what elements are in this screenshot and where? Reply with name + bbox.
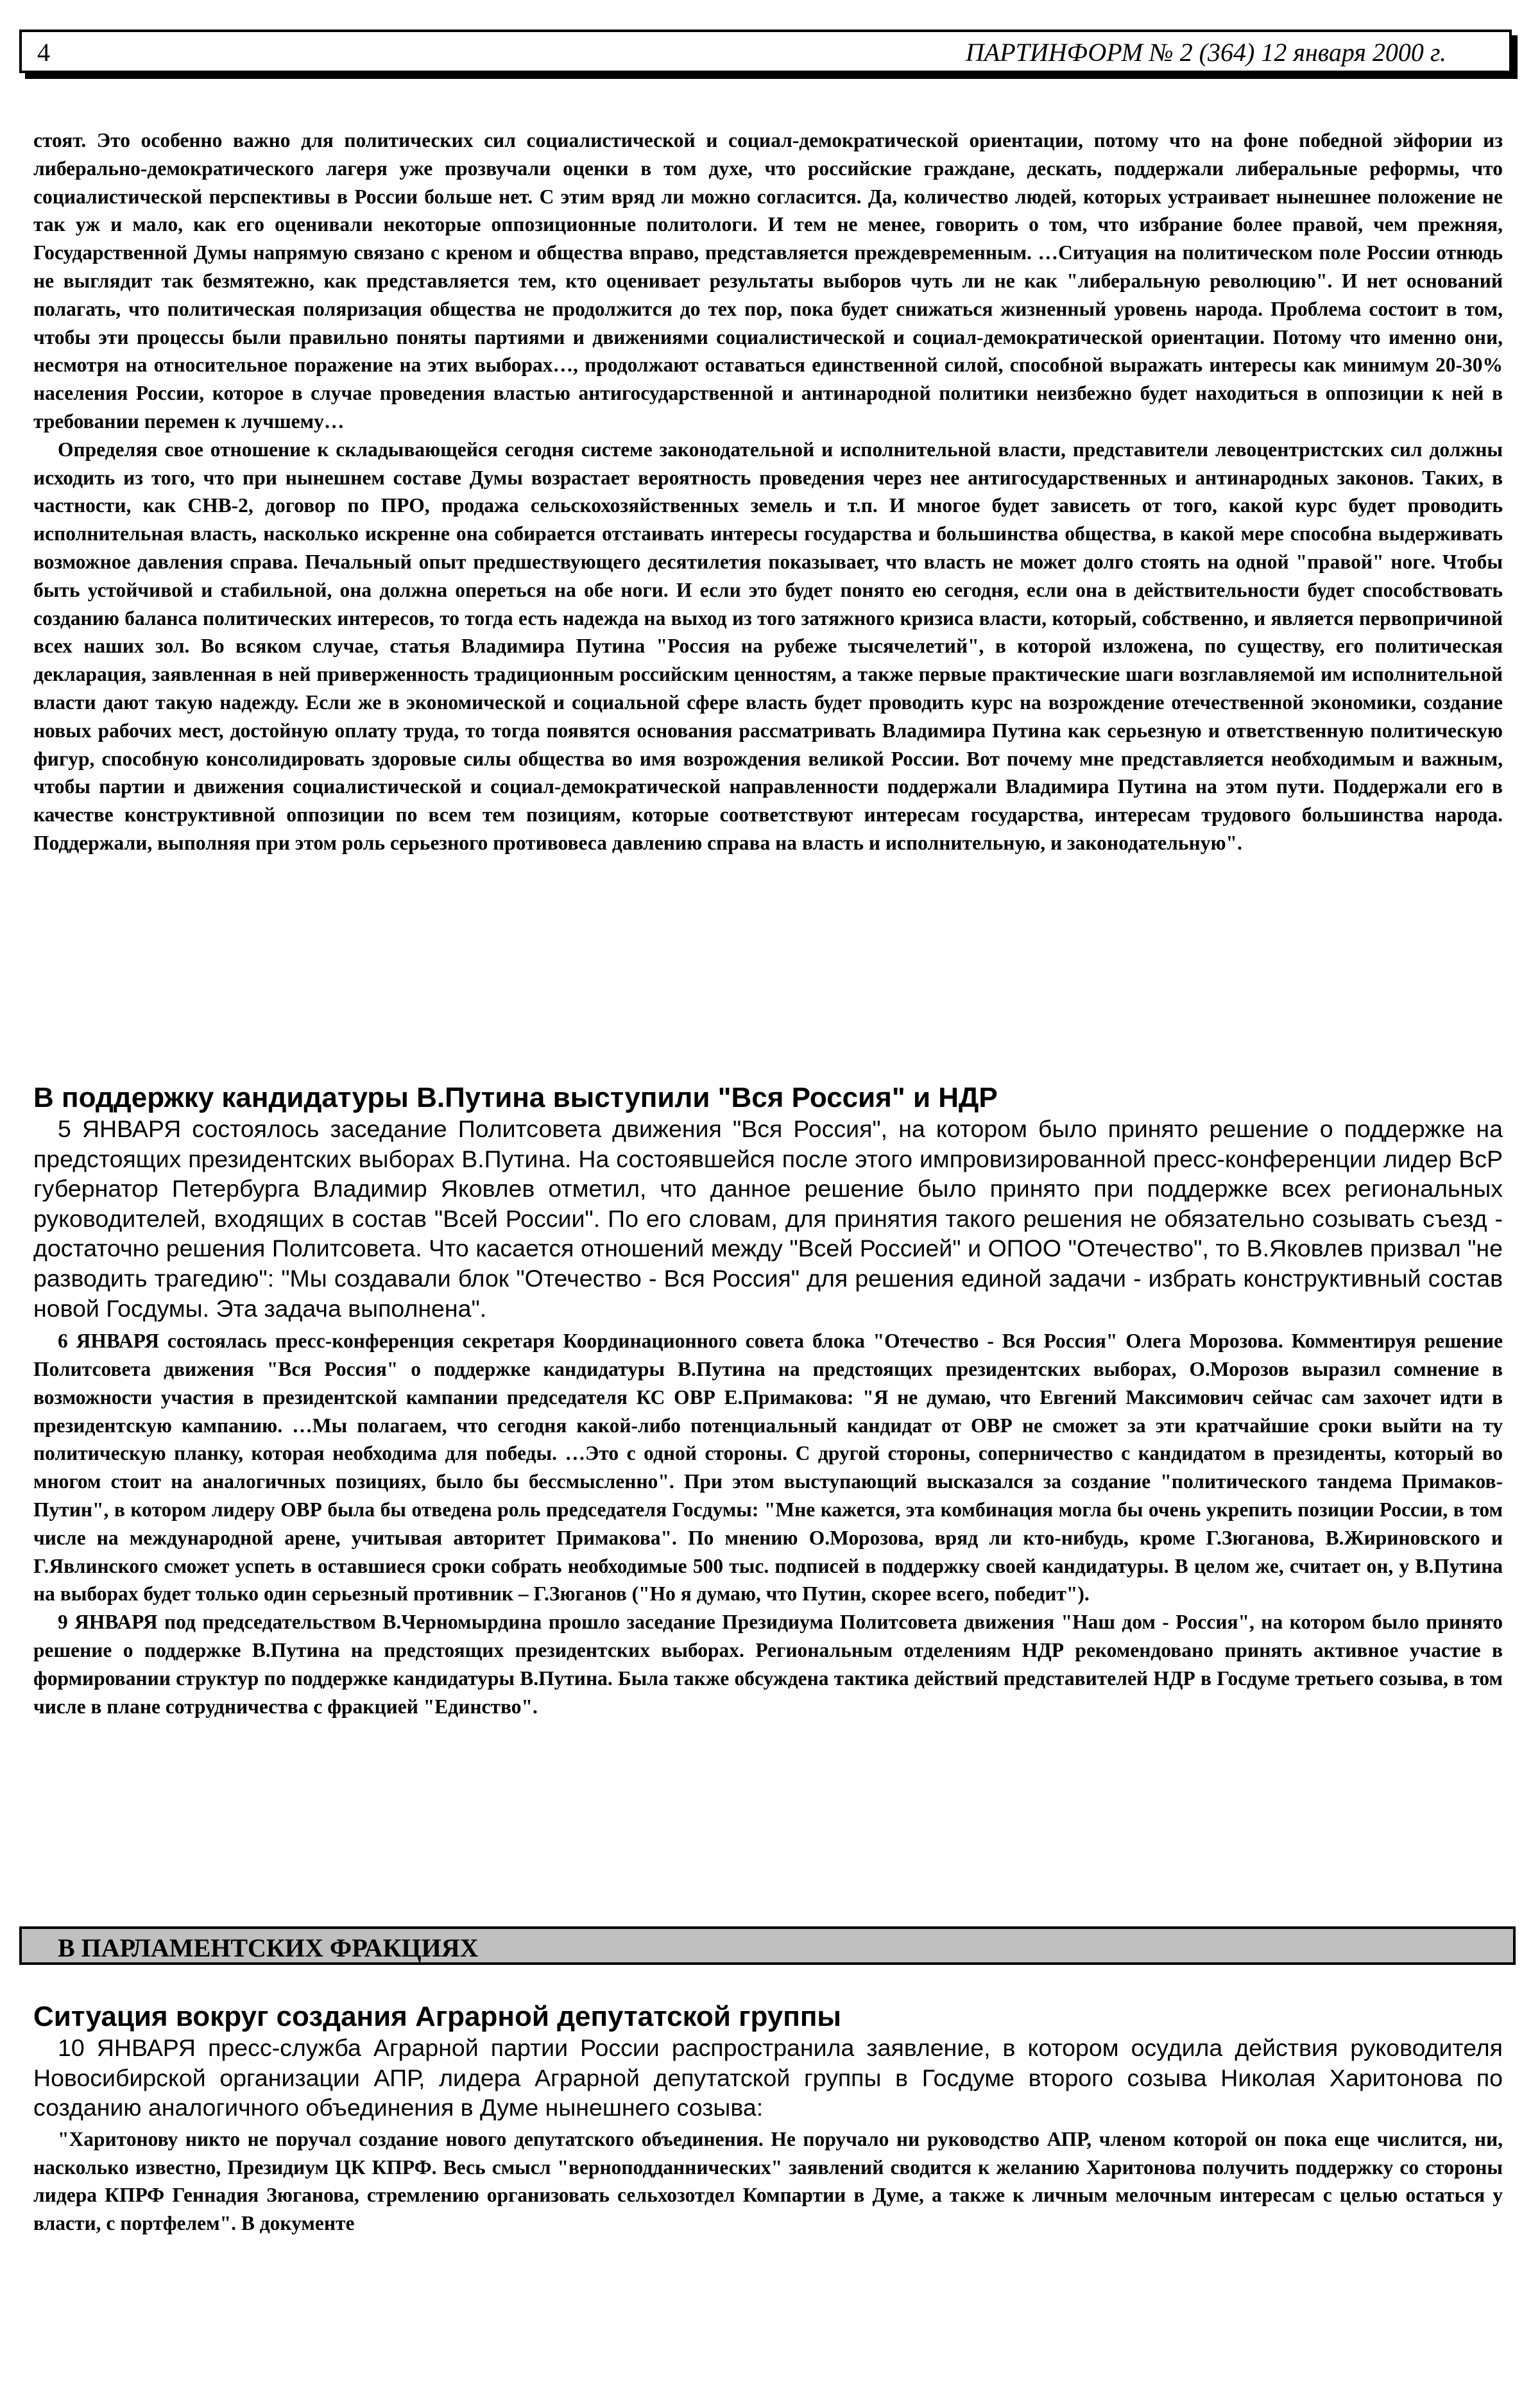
masthead: ПАРТИНФОРМ № 2 (364) 12 января 2000 г. xyxy=(965,38,1446,67)
lead-paragraph: 5 ЯНВАРЯ состоялось заседание Политсовета движения "Вся Россия", на котором было принято решение о поддержке на предстоящих президентских выборах В.Путина. На состоявшейся после этого импровизированной пресс-конференции лидер ВсР губернатор Петербурга Владимир Яковлев отметил, что данное решение было принято при поддержке всех региональных руководителей, входящих в состав "Всей России". По его словам, для принятия такого решения не обязательно созывать съезд - достаточно решения Политсовета. Что касается отношений между "Всей Россией" и ОПОО "Отечество", то В.Яковлев призвал "не разводить трагедию": "Мы создавали блок "Отечество - Вся Россия" для решения единой задачи - избрать конструктивный состав новой Госдумы. Эта задача выполнена". xyxy=(33,1115,1503,1322)
article-agrarian-group xyxy=(33,2001,1503,2238)
quote-paragraph: "Харитонову никто не поручал создание нового депутатского объединения. Не поручало ни руководство АПР, членом которой он пока еще числится, ни, насколько известно, Президиум ЦК КПРФ. Весь смысл "верноподданнических" заявлений сводится к желанию Харитонова получить поддержку со стороны лидера КПРФ Геннадия Зюганова, стремлению организовать сельхозотдел Компартии в Думе, а также к личным мелочным интересам с целью остаться у власти, с портфелем". В документе xyxy=(33,2127,1503,2235)
article-body xyxy=(33,1327,1503,1720)
article-paragraph: Определяя свое отношение к складывающейся сегодня системе законодательной и исполнительной власти, представители левоцентристских сил должны исходить из того, что при нынешнем составе Думы возрастает вероятность проведения через нее антигосударственных и антинародных законов. Таких, в частности, как СНВ-2, договор по ПРО, продажа сельскохозяйственных земель и т.п. И многое будет зависеть от того, какой курс будет проводить исполнительная власть, насколько искренне она собирается отстаивать интересы государства и большинства общества, в какой мере способна выдерживать возможное давления справа. Печальный опыт предшествующего десятилетия показывает, что власть не может долго стоять на одной "правой" ноге. Чтобы быть устойчивой и стабильной, она должна опереться на обе ноги. И если это будет понято ею сегодня, если она в действительности будет способствовать созданию баланса политических интересов, то тогда есть надежда на выход из того затяжного кризиса власти, который, собственно, и является первопричиной всех наших зол. Во всяком случае, статья Владимира Путина "Россия на рубеже тысячелетий", в которой изложена, по существу, его политическая декларация, заявленная в ней приверженность традиционным российским ценностям, а также первые практические шаги возглавляемой им исполнительной власти дают такую надежду. Если же в экономической и социальной сфере власть будет проводить курс на возрождение отечественной экономики, создание новых рабочих мест, достойную оплату труда, то тогда появятся основания рассматривать Владимира Путина как серьезную и ответственную политическую фигур, способную консолидировать здоровые силы общества во имя возрождения великой России. Вот почему мне представляется необходимым и важным, чтобы партии и движения социалистической и социал-демократической направленности поддержали Владимира Путина на этом пути. Поддержали его в качестве конструктивной оппозиции по всем тем позициям, которые соответствуют интересам государства, интересам трудового большинства народа. Поддержали, выполняя при этом роль серьезного противовеса давлению справа на власть и исполнительную, и законодательную". xyxy=(33,438,1503,854)
article-lead xyxy=(33,2033,1503,2123)
article-headline: В поддержку кандидатуры В.Путина выступили "Вся Россия" и НДР xyxy=(33,1082,998,1113)
article-body xyxy=(33,2125,1503,2238)
page-number: 4 xyxy=(37,38,50,67)
article-paragraph: 6 ЯНВАРЯ состоялась пресс-конференция секретаря Координационного совета блока "Отечество - Вся Россия" Олега Морозова. Комментируя решение Политсовета движения "Вся Россия" о поддержке кандидатуры В.Путина на предстоящих президентских выборах, О.Морозов выразил сомнение в возможности участия в президентской кампании председателя КС ОВР Е.Примакова: "Я не думаю, что Евгений Максимович сейчас сам захочет идти в президентскую кампанию. …Мы полагаем, что сегодня какой-либо потенциальный кандидат от ОВР не сможет за эти кратчайшие сроки выйти на ту политическую планку, которая необходима для победы. …Это с одной стороны. С другой стороны, соперничество с кандидатом в президенты, который во многом стоит на аналогичных позициях, было бы бессмысленно". При этом выступающий высказался за создание "политического тандема Примаков-Путин", в котором лидеру ОВР была бы отведена роль председателя Госдумы: "Мне кажется, эта комбинация могла бы очень укрепить позиции России, в том числе на международной арене, учитывая авторитет Примакова". По мнению О.Морозова, вряд ли кто-нибудь, кроме Г.Зюганова, В.Жириновского и Г.Явлинского сможет успеть в оставшиеся сроки собрать необходимые 500 тыс. подписей в поддержку своей кандидатуры. В целом же, считает он, у В.Путина на выборах будет только один серьезный противник – Г.Зюганов ("Но я думаю, что Путин, скорее всего, победит"). xyxy=(33,1330,1503,1606)
section-bar xyxy=(19,1926,1516,1965)
article-paragraph: стоят. Это особенно важно для политических сил социалистической и социал-демократической ориентации, потому что на фоне победной эйфории из либерально-демократического лагеря уже прозвучали оценки в том духе, что российские граждане, дескать, поддержали либеральные реформы, что социалистической перспективы в России больше нет. С этим вряд ли можно согласится. Да, количество людей, которых устраивает нынешнее положение не так уж и мало, как его оценивали некоторые оппозиционные политологи. И тем не менее, говорить о том, что избрание более правой, чем прежняя, Государственной Думы напрямую связано с креном и общества вправо, представляется преждевременным. …Ситуация на политическом поле России отнюдь не выглядит так безмятежно, как представляется тем, кто оценивает результаты выборов чуть ли не как "либеральную революцию". И нет оснований полагать, что политическая поляризация общества не продолжится до тех пор, пока будет снижаться жизненный уровень народа. Проблема состоит в том, чтобы эти процессы были правильно поняты партиями и движениями социалистической и социал-демократической ориентации. Потому что именно они, несмотря на относительное поражение на этих выборах…, продолжают оставаться единственной силой, способной выражать интересы как минимум 20-30% населения России, которое в случае проведения властью антигосударственной и антинародной политики неизбежно будет находиться в оппозиции к ней в требовании перемен к лучшему… xyxy=(33,129,1503,433)
lead-paragraph: 10 ЯНВАРЯ пресс-служба Аграрной партии России распространила заявление, в котором осудила действия руководителя Новосибирской организации АПР, лидера Аграрной депутатской группы в Госдуме второго созыва Николая Харитонова по созданию аналогичного объединения в Думе нынешнего созыва: xyxy=(33,2034,1503,2121)
article-headline: Ситуация вокруг создания Аграрной депутатской группы xyxy=(33,2001,841,2032)
article-paragraph: 9 ЯНВАРЯ под председательством В.Черномырдина прошло заседание Президиума Политсовета движения "Наш дом - Россия", на котором было принято решение о поддержке В.Путина на предстоящих президентских выборах. Региональным отделениям НДР рекомендовано принять активное участие в формировании структур по поддержке кандидатуры В.Путина. Была также обсуждена тактика действий представителей НДР в Госдуме третьего созыва, в том числе в плане сотрудничества с фракцией "Единство". xyxy=(33,1611,1503,1718)
section-title: В ПАРЛАМЕНТСКИХ ФРАКЦИЯХ xyxy=(58,1933,479,1962)
article-continuation xyxy=(33,126,1503,857)
article-putin-support xyxy=(33,1082,1503,1720)
page-header xyxy=(19,30,1512,73)
article-lead xyxy=(33,1114,1503,1323)
